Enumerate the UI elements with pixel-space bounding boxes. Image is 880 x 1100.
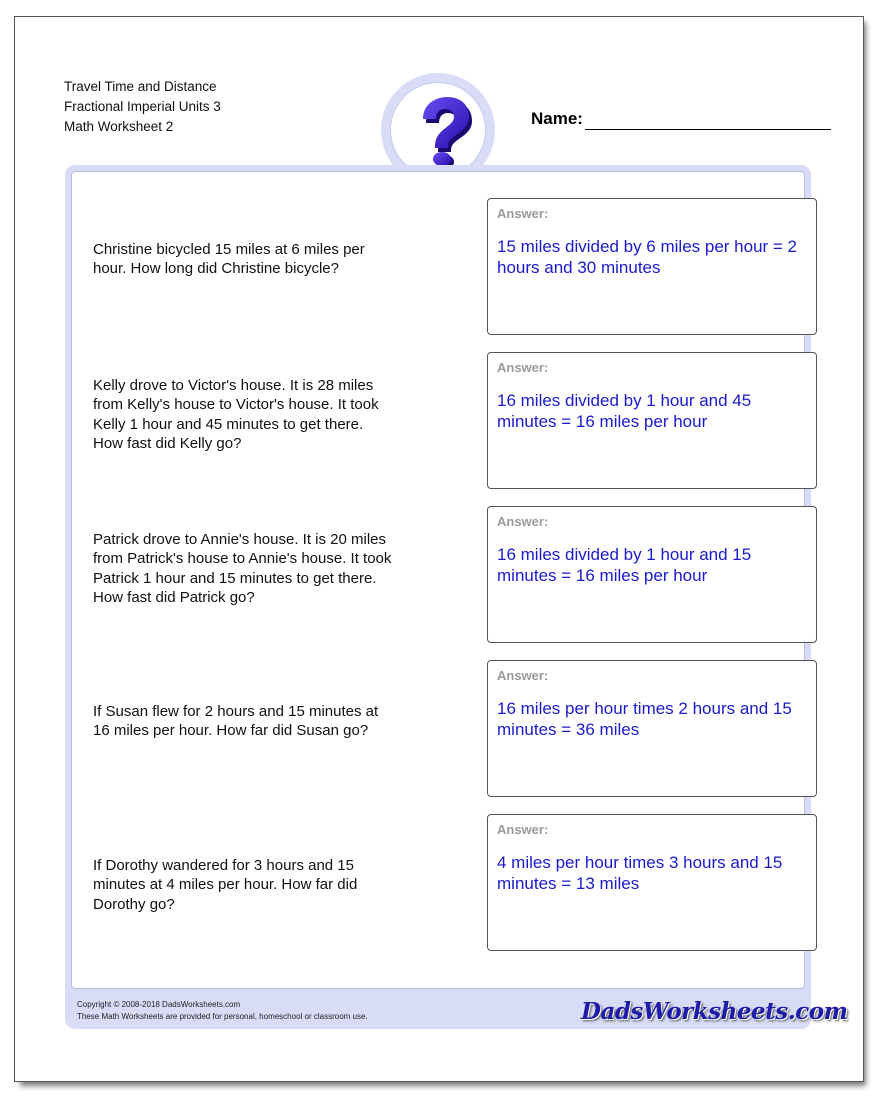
problem-text: If Dorothy wandered for 3 hours and 15 minutes at 4 miles per hour. How far did Dorothy go? bbox=[93, 857, 358, 913]
brand-logo: DadsWorksheets.com bbox=[581, 998, 848, 1025]
name-field-line[interactable] bbox=[585, 129, 831, 130]
title-line-worksheet: Math Worksheet 2 bbox=[64, 119, 174, 134]
problems-frame bbox=[65, 165, 811, 1029]
answer-label: Answer: bbox=[497, 206, 549, 221]
answer-text: 15 miles divided by 6 miles per hour = 2 hours and 30 minutes bbox=[497, 237, 798, 277]
problems-area bbox=[71, 171, 805, 989]
problem-text: If Susan flew for 2 hours and 15 minutes at 16 miles per hour. How far did Susan go? bbox=[93, 703, 379, 740]
problem-text: Kelly drove to Victor's house. It is 28 miles from Kelly's house to Victor's house. It took Kelly 1 hour and 45 minutes to get there. How fast did Kelly go? bbox=[93, 377, 379, 452]
answer-text: 4 miles per hour times 3 hours and 15 minutes = 13 miles bbox=[497, 853, 783, 893]
problem-text: Patrick drove to Annie's house. It is 20 miles from Patrick's house to Annie's house. It took Patrick 1 hour and 15 minutes to get there. How fast did Patrick go? bbox=[93, 531, 392, 606]
answer-box bbox=[487, 660, 817, 797]
answer-label: Answer: bbox=[497, 822, 549, 837]
worksheet-title bbox=[64, 77, 221, 137]
title-line-subtopic: Fractional Imperial Units 3 bbox=[64, 99, 221, 114]
problem-text: Christine bicycled 15 miles at 6 miles per hour. How long did Christine bicycle? bbox=[93, 241, 365, 278]
answer-label: Answer: bbox=[497, 360, 549, 375]
worksheet-page bbox=[14, 16, 864, 1082]
answer-text: 16 miles per hour times 2 hours and 15 minutes = 36 miles bbox=[497, 699, 792, 739]
answer-box bbox=[487, 352, 817, 489]
name-label: Name: bbox=[531, 109, 583, 128]
answer-box bbox=[487, 198, 817, 335]
answer-label: Answer: bbox=[497, 514, 549, 529]
question-mark-icon bbox=[401, 89, 477, 173]
answer-text: 16 miles divided by 1 hour and 45 minutes = 16 miles per hour bbox=[497, 391, 752, 431]
footer bbox=[77, 999, 657, 1023]
answer-box bbox=[487, 506, 817, 643]
answer-text: 16 miles divided by 1 hour and 15 minutes = 16 miles per hour bbox=[497, 545, 752, 585]
answer-label: Answer: bbox=[497, 668, 549, 683]
answer-box bbox=[487, 814, 817, 951]
copyright-text: Copyright © 2008-2018 DadsWorksheets.com bbox=[77, 1000, 241, 1009]
usage-notice: These Math Worksheets are provided for personal, homeschool or classroom use. bbox=[77, 1012, 368, 1021]
logo-circle bbox=[390, 82, 486, 178]
title-line-topic: Travel Time and Distance bbox=[64, 79, 217, 94]
